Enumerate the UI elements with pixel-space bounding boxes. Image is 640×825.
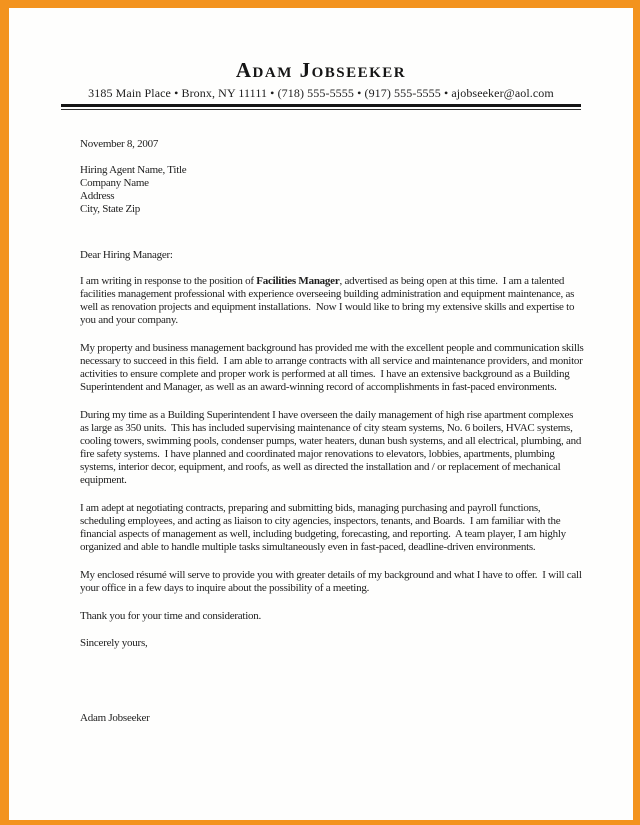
signature-name: Adam Jobseeker: [80, 712, 150, 724]
letterhead-name: Adam Jobseeker: [235, 58, 407, 82]
recipient-block: [80, 164, 584, 216]
letter-paper: [9, 8, 633, 820]
letter-body: [9, 110, 633, 725]
letterhead: [9, 8, 633, 110]
recipient-address: Address: [80, 190, 115, 202]
salutation: Dear Hiring Manager:: [80, 249, 173, 261]
paragraph-resume-followup: My enclosed résumé will serve to provide you with greater details of my background and what I have to offer. I will call your office in a few days to inquire about the possibility of a meeting.: [80, 569, 585, 594]
paragraph-intro-after: , advertised as being open at this time. I am a talented facilities management professional with experience overseeing building administration and equipment maintenance, as well as renovation projects and equipment installations. Now I would like to bring my extensive skills and expertise to you and your company.: [80, 275, 577, 326]
closing-line: Sincerely yours,: [80, 637, 148, 649]
recipient-city-state-zip: City, State Zip: [80, 203, 141, 215]
letterhead-contact-line: 3185 Main Place • Bronx, NY 11111 • (718) 555-5555 • (917) 555-5555 • ajobseeker@aol.com: [88, 86, 554, 100]
paragraph-background: My property and business management background has provided me with the excellent people and communication skills necessary to succeed in this field. I am able to arrange contracts with all service and maintenance providers, and monitor activities to ensure complete and proper work is performed at all times. I have an extensive background as a Building Superintendent and Manager, as well as an award-winning record of accomplishments in fast-paced environments.: [80, 342, 587, 393]
paragraph-intro-before: I am writing in response to the position of: [80, 275, 257, 287]
thank-you-line: Thank you for your time and consideration.: [80, 610, 262, 622]
paragraph-intro: [80, 275, 584, 327]
recipient-name-title: Hiring Agent Name, Title: [80, 164, 187, 176]
recipient-company: Company Name: [80, 177, 149, 189]
letter-date: November 8, 2007: [80, 138, 159, 150]
position-title-bold: Facilities Manager: [256, 275, 340, 287]
paragraph-skills: I am adept at negotiating contracts, preparing and submitting bids, managing purchasing and payroll functions, scheduling employees, and acting as liaison to city agencies, inspectors, tenants, and Boards. I am familiar with the financial aspects of management as well, including budgeting, forecasting, and reporting. A team player, I am highly organized and able to handle multiple tasks simultaneously even in fast-paced, deadline-driven environments.: [80, 502, 569, 553]
paragraph-superintendent-experience: During my time as a Building Superintendent I have overseen the daily management of high rise apartment complexes as large as 350 units. This has included supervising maintenance of city steam systems, No. 6 boilers, HVAC systems, cooling towers, swimming pools, condenser pumps, water heaters, dunan bush systems, and all electrical, plumbing, and fire safety systems. I have planned and coordinated major renovations to elevators, lobbies, apartments, plumbing systems, interior decor, equipment, and roofs, as well as directed the installation and / or replacement of mechanical equipment.: [80, 409, 584, 486]
